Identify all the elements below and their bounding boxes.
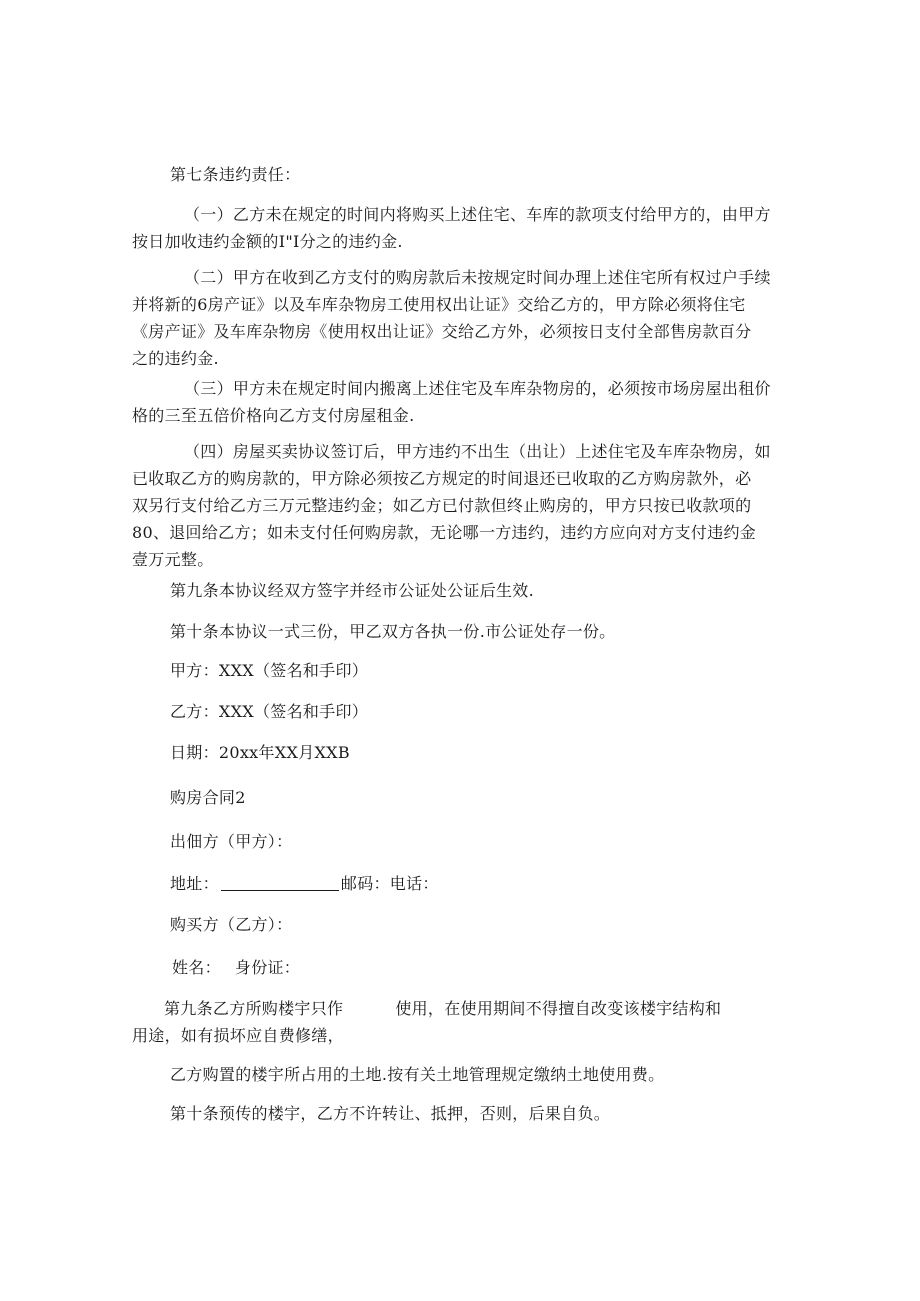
c2-article10: 第十条预传的楼宇，乙方不许转让、抵押，否则，后果自负。 <box>170 1104 611 1123</box>
clause-4-line-1: （四）房屋买卖协议签订后，甲方违约不出生（出让）上述住宅及车库杂物房，如 <box>184 442 771 461</box>
name-label: 姓名： <box>172 958 221 977</box>
c2-article9 <box>132 995 721 1049</box>
clause-4-line-5: 壹万元整。 <box>132 550 214 569</box>
clause-1 <box>132 201 771 255</box>
zip-phone-label: 邮码：电话： <box>340 874 439 893</box>
clause-3-line-2: 格的三至五倍价格向乙方支付房屋租金. <box>132 406 415 425</box>
name-id-line <box>172 957 300 979</box>
address-blank <box>221 874 339 891</box>
clause-4-line-3: 双另行支付给乙方三万元整违约金；如乙方已付款但终止购房的，甲方只按已收款项的 <box>132 496 752 515</box>
clause-4 <box>132 438 771 573</box>
clause-2-line-1: （二）甲方在收到乙方支付的购房款后未按规定时间办理上述住宅所有权过户手续 <box>184 268 771 287</box>
c2-article9-part-2: 使用，在使用期间不得擅自改变该楼宇结构和 <box>395 999 722 1018</box>
clause-4-line-2: 已收取乙方的购房款的，甲方除必须按乙方规定的时间退还已收取的乙方购房款外，必 <box>132 469 752 488</box>
article9: 第九条本协议经双方签字并经市公证处公证后生效. <box>170 581 534 600</box>
contract2-title: 购房合同2 <box>170 788 246 807</box>
clause-4-line-4: 80、退回给乙方；如未支付任何购房款，无论哪一方违约，违约方应向对方支付违约金 <box>132 523 757 542</box>
address-line <box>170 873 439 895</box>
clause-2 <box>132 264 771 372</box>
c2-article9-line-1 <box>132 995 721 1022</box>
land-fee-clause: 乙方购置的楼宇所占用的土地.按有关土地管理规定缴纳土地使用费。 <box>170 1065 665 1084</box>
clause-2-line-4: 之的违约金. <box>132 349 219 368</box>
clause-1-line-2: 按日加收违约金额的I"I分之的违约金. <box>132 232 403 251</box>
party-b-signature: 乙方：XXX（签名和手印） <box>170 702 369 721</box>
party-a-signature: 甲方：XXX（签名和手印） <box>170 661 369 680</box>
id-label: 身份证： <box>234 958 301 977</box>
article10: 第十条本协议一式三份，甲乙双方各执一份.市公证处存一份。 <box>170 622 616 641</box>
date-line: 日期：20xx年XX月XXB <box>170 743 350 762</box>
c2-article9-part-1: 第九条乙方所购楼宇只作 <box>164 999 344 1018</box>
address-label: 地址： <box>170 874 219 893</box>
c2-article9-line-2: 用途，如有损坏应自费修缮， <box>132 1026 344 1045</box>
clause-1-line-1: （一）乙方未在规定的时间内将购买上述住宅、车库的款项支付给甲方的，由甲方 <box>184 205 771 224</box>
clause-3 <box>132 375 771 429</box>
clause-2-line-3: 《房产证》及车库杂物房《使用权出让证》交给乙方外，必须按日支付全部售房款百分 <box>132 322 752 341</box>
buyer-label: 购买方（乙方）： <box>170 915 293 934</box>
clause-3-line-1: （三）甲方未在规定时间内搬离上述住宅及车库杂物房的，必须按市场房屋出租价 <box>184 379 771 398</box>
article7-heading: 第七条违约责任： <box>170 165 301 184</box>
seller-label: 出佃方（甲方）： <box>170 832 293 851</box>
clause-2-line-2: 并将新的6房产证》以及车库杂物房工使用权出让证》交给乙方的，甲方除必须将住宅 <box>132 295 746 314</box>
